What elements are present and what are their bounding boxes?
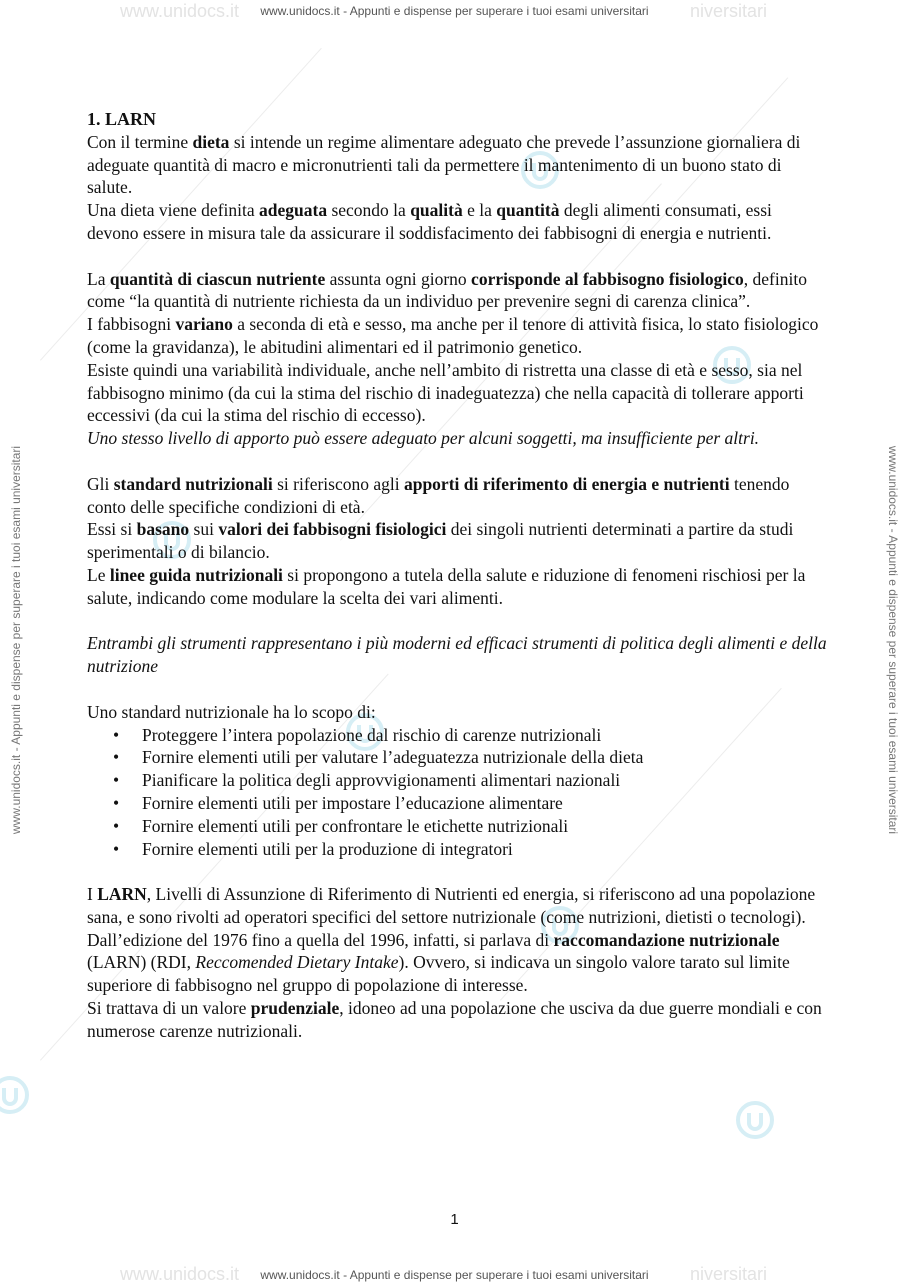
italic-text: Entrambi gli strumenti rappresentano i più moderni ed efficaci strumenti di politica degli alimenti e della nutrizione: [87, 633, 827, 677]
italic-text: Reccomended Dietary Intake: [195, 952, 399, 973]
purpose-list: [87, 724, 827, 861]
document-page: [87, 108, 827, 1043]
watermark-top: www.unidocs.it - Appunti e dispense per superare i tuoi esami universitari: [260, 4, 649, 18]
bold-term: apporti di riferimento di energia e nutrienti: [403, 473, 730, 494]
paragraph: Uno standard nutrizionale ha lo scopo di:: [87, 701, 376, 722]
bold-term: standard nutrizionali: [113, 473, 273, 494]
watermark-bottom: www.unidocs.it - Appunti e dispense per superare i tuoi esami universitari: [260, 1268, 649, 1282]
unidocs-logo-icon: [735, 1100, 775, 1140]
page-number: 1: [450, 1211, 459, 1228]
watermark-faint-right: niversitari: [690, 1264, 768, 1284]
list-item: • Fornire elementi utili per la produzione di integratori: [87, 838, 827, 861]
bold-term: variano: [175, 314, 233, 335]
bold-term: linee guida nutrizionali: [109, 564, 283, 585]
bold-term: dieta: [192, 131, 230, 152]
paragraph: Le linee guida nutrizionali si propongono a tutela della salute e riduzione di fenomeni rischiosi per la salute, indicando come modulare la scelta dei vari alimenti.: [87, 564, 806, 608]
paragraph: Con il termine dieta si intende un regime alimentare adeguato che prevede l’assunzione giornaliera di adeguate quantità di macro e micronutrienti tali da permettere il mantenimento di un buono stato di salute.: [87, 131, 801, 198]
paragraph: Essi si basano sui valori dei fabbisogni fisiologici dei singoli nutrienti determinati a partire da studi sperimentali o di bilancio.: [87, 519, 794, 563]
bold-term: corrisponde al fabbisogno fisiologico: [471, 268, 744, 289]
paragraph: I LARN, Livelli di Assunzione di Riferimento di Nutrienti ed energia, si riferiscono ad una popolazione sana, e sono rivolti ad operatori specifici del settore nutrizionale (come nutrizioni, dietisti o tecnologi).: [87, 884, 816, 927]
bold-term: quantità: [496, 200, 560, 221]
paragraph: Gli standard nutrizionali si riferiscono agli apporti di riferimento di energia e nutrienti tenendo conto delle specifiche condizioni di età.: [87, 473, 790, 517]
unidocs-logo-icon: [0, 1075, 30, 1115]
watermark-faint-left: www.unidocs.it: [120, 1, 240, 21]
bold-term: raccomandazione nutrizionale: [553, 929, 780, 950]
paragraph: Una dieta viene definita adeguata secondo la qualità e la quantità degli alimenti consumati, essi devono essere in misura tale da assicurare il soddisfacimento dei fabbisogni di energia e nutrienti.: [87, 200, 772, 243]
list-item: • Fornire elementi utili per confrontare le etichette nutrizionali: [87, 815, 827, 838]
paragraph: [87, 427, 827, 450]
paragraph: Si trattava di un valore prudenziale, idoneo ad una popolazione che usciva da due guerre mondiali e con numerose carenze nutrizionali.: [87, 998, 822, 1041]
list-item: • Fornire elementi utili per impostare l’educazione alimentare: [87, 792, 827, 815]
paragraph: [87, 632, 827, 678]
watermark-right: www.unidocs.it - Appunti e dispense per superare i tuoi esami universitari: [886, 445, 900, 835]
list-item: • Fornire elementi utili per valutare l’adeguatezza nutrizionale della dieta: [87, 746, 827, 769]
bold-term: adeguata: [259, 200, 328, 221]
bold-term: LARN: [97, 884, 147, 905]
paragraph: Dall’edizione del 1976 fino a quella del 1996, infatti, si parlava di raccomandazione nutrizionale (LARN) (RDI, Reccomended Dietary Intake). Ovvero, si indicava un singolo valore tarato sul limite superiore di fabbisogno nel gruppo di popolazione di interesse.: [87, 929, 790, 996]
paragraph: I fabbisogni variano a seconda di età e sesso, ma anche per il tenore di attività fisica, lo stato fisiologico (come la gravidanza), le abitudini alimentari ed il patrimonio genetico.: [87, 314, 819, 357]
bold-term: quantità di ciascun nutriente: [109, 268, 326, 289]
list-item: • Pianificare la politica degli approvvigionamenti alimentari nazionali: [87, 769, 827, 792]
paragraph: La quantità di ciascun nutriente assunta ogni giorno corrisponde al fabbisogno fisiologico, definito come “la quantità di nutriente richiesta da un individuo per prevenire segni di carenza clinica”.: [87, 268, 807, 312]
list-item: • Proteggere l’intera popolazione dal rischio di carenze nutrizionali: [87, 724, 827, 747]
paragraph: Esiste quindi una variabilità individuale, anche nell’ambito di ristretta una classe di età e sesso, sia nel fabbisogno minimo (da cui la stima del rischio di inadeguatezza) che nella capacità di tollerare apporti eccessivi (da cui la stima del rischio di eccesso).: [87, 359, 804, 426]
bold-term: basano: [136, 519, 190, 540]
section-heading: 1. LARN: [87, 109, 157, 129]
bold-term: valori dei fabbisogni fisiologici: [218, 519, 447, 540]
watermark-faint-left: www.unidocs.it: [120, 1264, 240, 1284]
watermark-faint-right: niversitari: [690, 1, 768, 21]
italic-text: Uno stesso livello di apporto può essere adeguato per alcuni soggetti, ma insufficiente per altri.: [87, 428, 760, 449]
bold-term: qualità: [410, 200, 463, 221]
bold-term: prudenziale: [250, 998, 340, 1019]
watermark-left: www.unidocs.it - Appunti e dispense per superare i tuoi esami universitari: [9, 445, 23, 835]
